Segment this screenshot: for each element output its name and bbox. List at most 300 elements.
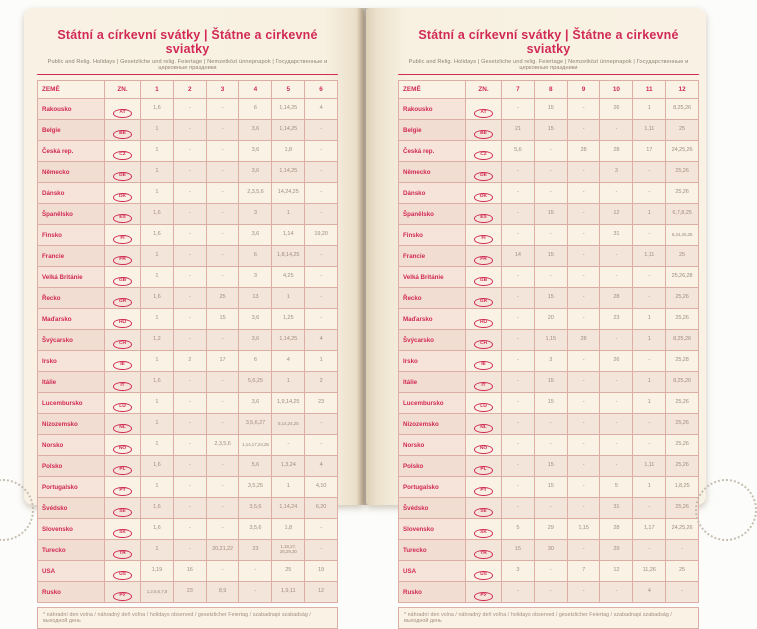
country-name: Francie <box>38 246 105 267</box>
country-code-badge: NL <box>474 424 493 434</box>
holiday-days-cell: 1 <box>141 309 174 330</box>
holiday-days-cell: - <box>567 267 600 288</box>
column-header: 10 <box>600 81 633 99</box>
holiday-days-cell: - <box>567 162 600 183</box>
country-code-badge: CH <box>113 340 132 350</box>
country-name: Francie <box>399 246 466 267</box>
table-row <box>38 309 338 330</box>
column-header: 7 <box>502 81 535 99</box>
holiday-days-cell: 3,6 <box>239 120 272 141</box>
country-code-cell <box>466 351 502 372</box>
holiday-days-cell: - <box>206 141 239 162</box>
holiday-days-cell: 1 <box>141 435 174 456</box>
table-row <box>38 225 338 246</box>
holiday-days-cell: 3 <box>239 267 272 288</box>
country-code-cell <box>466 582 502 603</box>
holiday-days-cell: - <box>502 372 535 393</box>
holiday-days-cell: 1,8,25 <box>666 477 699 498</box>
table-row <box>38 204 338 225</box>
holiday-days-cell: - <box>633 351 666 372</box>
holiday-days-cell: - <box>534 414 567 435</box>
holiday-days-cell: 15 <box>534 393 567 414</box>
holiday-days-cell: 1 <box>141 183 174 204</box>
country-name: Norsko <box>399 435 466 456</box>
holiday-days-cell: - <box>567 540 600 561</box>
country-code-cell <box>105 435 141 456</box>
page-title: Státní a církevní svátky | Štátne a cirkevné sviatky <box>57 28 318 56</box>
country-name: Řecko <box>38 288 105 309</box>
holiday-days-cell: 1,6 <box>141 456 174 477</box>
holiday-days-cell: 3,5,25 <box>239 477 272 498</box>
holiday-days-cell: - <box>600 330 633 351</box>
holiday-days-cell: 6,7,8,25 <box>666 204 699 225</box>
country-name: Rusko <box>38 582 105 603</box>
country-code-badge: DK <box>113 193 132 203</box>
table-row <box>38 477 338 498</box>
country-name: Itálie <box>399 372 466 393</box>
country-name: Rusko <box>399 582 466 603</box>
holiday-days-cell: 1,8,14,25 <box>272 246 305 267</box>
country-name: Dánsko <box>399 183 466 204</box>
country-code-cell <box>105 372 141 393</box>
holiday-days-cell: 3,5,6,27 <box>239 414 272 435</box>
holiday-days-cell: 5,6 <box>239 456 272 477</box>
holiday-days-cell: 1 <box>141 540 174 561</box>
table-row <box>38 456 338 477</box>
holiday-days-cell: - <box>633 540 666 561</box>
holiday-days-cell: 3,5,6 <box>239 498 272 519</box>
holiday-days-cell: 28 <box>600 141 633 162</box>
holiday-days-cell: - <box>502 582 535 603</box>
holiday-days-cell: 19 <box>305 561 338 582</box>
holiday-days-cell: 1 <box>633 330 666 351</box>
country-code-cell <box>466 183 502 204</box>
country-code-cell <box>105 351 141 372</box>
holiday-days-cell: 4,25 <box>272 267 305 288</box>
country-code-cell <box>466 120 502 141</box>
holiday-days-cell: 15 <box>534 99 567 120</box>
table-row <box>38 120 338 141</box>
holiday-days-cell: 23 <box>239 540 272 561</box>
holiday-days-cell: 1 <box>141 267 174 288</box>
country-code-badge: GR <box>474 298 493 308</box>
holiday-days-cell: 23 <box>173 582 206 603</box>
table-row <box>38 519 338 540</box>
holiday-days-cell: 1,11 <box>633 120 666 141</box>
country-code-cell <box>466 330 502 351</box>
holiday-days-cell: - <box>206 183 239 204</box>
country-code-badge: FR <box>113 256 132 266</box>
holiday-days-cell: - <box>173 498 206 519</box>
holiday-days-cell: - <box>567 204 600 225</box>
holiday-days-cell: 8,25,26 <box>666 372 699 393</box>
country-code-badge: PT <box>113 487 132 497</box>
country-name: Lucembursko <box>38 393 105 414</box>
table-row <box>38 372 338 393</box>
holiday-days-cell: - <box>173 477 206 498</box>
holiday-days-cell: - <box>633 498 666 519</box>
holiday-days-cell: - <box>534 225 567 246</box>
holiday-days-cell: - <box>173 183 206 204</box>
country-code-cell <box>105 309 141 330</box>
country-code-cell <box>105 456 141 477</box>
holiday-days-cell: - <box>305 267 338 288</box>
country-name: Česká rep. <box>38 141 105 162</box>
holiday-days-cell: - <box>305 414 338 435</box>
holiday-days-cell: 3,6 <box>239 225 272 246</box>
country-code-cell <box>105 246 141 267</box>
country-name: Švýcarsko <box>38 330 105 351</box>
holiday-days-cell: - <box>173 288 206 309</box>
country-name: Portugalsko <box>38 477 105 498</box>
country-code-cell <box>105 225 141 246</box>
country-code-badge: PT <box>474 487 493 497</box>
country-code-badge: BE <box>474 130 493 140</box>
country-code-badge: CZ <box>113 151 132 161</box>
holiday-days-cell: 1 <box>633 309 666 330</box>
holiday-days-cell: 30 <box>534 540 567 561</box>
holiday-days-cell: 3 <box>600 162 633 183</box>
holiday-days-cell: - <box>305 141 338 162</box>
table-row <box>399 99 699 120</box>
holiday-days-cell: - <box>567 477 600 498</box>
country-name: Dánsko <box>38 183 105 204</box>
holiday-days-cell: - <box>534 561 567 582</box>
holiday-days-cell: 25 <box>666 561 699 582</box>
holiday-days-cell: 12 <box>600 204 633 225</box>
holiday-days-cell: 25,26 <box>666 414 699 435</box>
country-name: USA <box>38 561 105 582</box>
right-page <box>366 8 706 625</box>
holiday-days-cell: 13 <box>239 288 272 309</box>
holiday-days-cell: - <box>305 288 338 309</box>
country-code-cell <box>105 204 141 225</box>
holiday-days-cell: - <box>173 372 206 393</box>
holiday-days-cell: 28 <box>600 288 633 309</box>
holiday-days-cell: - <box>173 456 206 477</box>
header-row <box>399 81 699 99</box>
holiday-days-cell: - <box>600 372 633 393</box>
holiday-days-cell: 1 <box>141 141 174 162</box>
country-name: Polsko <box>38 456 105 477</box>
column-header: ZEMĚ <box>399 81 466 99</box>
country-code-badge: SE <box>113 508 132 518</box>
holiday-days-cell: 28 <box>600 519 633 540</box>
holiday-days-cell: - <box>239 561 272 582</box>
column-header: 9 <box>567 81 600 99</box>
holiday-days-cell: - <box>502 288 535 309</box>
holiday-days-cell: - <box>272 435 305 456</box>
holiday-days-cell: 25 <box>666 120 699 141</box>
country-code-badge: DE <box>474 172 493 182</box>
table-row <box>38 351 338 372</box>
country-code-badge: IE <box>474 361 493 371</box>
country-code-cell <box>105 519 141 540</box>
country-code-badge: US <box>474 571 493 581</box>
holiday-days-cell: 1,9,14,25 <box>272 393 305 414</box>
table-row <box>399 183 699 204</box>
table-row <box>399 414 699 435</box>
table-row <box>399 561 699 582</box>
holiday-days-cell: 4,10 <box>305 477 338 498</box>
holiday-days-cell: 1,6 <box>141 288 174 309</box>
country-code-cell <box>105 288 141 309</box>
holiday-days-cell: 1,8 <box>272 141 305 162</box>
holiday-days-cell: - <box>206 456 239 477</box>
holiday-days-cell: - <box>173 435 206 456</box>
holiday-days-cell: 14,24,25 <box>272 183 305 204</box>
holiday-days-cell: 3,5,6 <box>239 519 272 540</box>
holiday-days-cell: 15 <box>534 204 567 225</box>
holiday-days-cell: - <box>173 267 206 288</box>
holiday-days-cell: 4 <box>305 99 338 120</box>
holiday-days-cell: 28 <box>567 141 600 162</box>
holiday-days-cell: - <box>534 435 567 456</box>
holiday-days-cell: 25,26 <box>666 162 699 183</box>
holiday-days-cell: - <box>600 183 633 204</box>
holiday-days-cell: - <box>206 498 239 519</box>
table-row <box>399 330 699 351</box>
holiday-days-cell: 15 <box>534 456 567 477</box>
holiday-days-cell: - <box>567 414 600 435</box>
table-row <box>38 561 338 582</box>
column-header: 3 <box>206 81 239 99</box>
holiday-days-cell: - <box>502 204 535 225</box>
holiday-days-cell: 1,2,5,6,7,8 <box>141 582 174 603</box>
country-code-badge: SK <box>474 529 493 539</box>
holiday-days-cell: - <box>173 99 206 120</box>
holiday-days-cell: 1 <box>633 372 666 393</box>
holiday-days-cell: - <box>600 267 633 288</box>
holiday-days-cell: 1 <box>633 393 666 414</box>
holiday-days-cell: - <box>206 372 239 393</box>
country-name: USA <box>399 561 466 582</box>
holiday-days-cell: - <box>567 183 600 204</box>
country-code-badge: РУ <box>474 592 493 602</box>
country-code-cell <box>105 414 141 435</box>
holiday-days-cell: - <box>173 414 206 435</box>
country-code-badge: AT <box>474 109 493 119</box>
holiday-days-cell: 1,6 <box>141 519 174 540</box>
holiday-days-cell: 17 <box>206 351 239 372</box>
country-name: Velká Británie <box>38 267 105 288</box>
holiday-days-cell: 5,6 <box>502 141 535 162</box>
country-name: Turecko <box>38 540 105 561</box>
holiday-days-cell: 25,26,28 <box>666 267 699 288</box>
holiday-days-cell: - <box>567 393 600 414</box>
holiday-days-cell: 4 <box>305 456 338 477</box>
holiday-days-cell: 31 <box>600 498 633 519</box>
holiday-days-cell: 1 <box>141 120 174 141</box>
title-underline <box>37 74 338 76</box>
holiday-days-cell: - <box>173 120 206 141</box>
holiday-days-cell: - <box>600 456 633 477</box>
holiday-days-cell: - <box>206 162 239 183</box>
holiday-days-cell: 15 <box>534 246 567 267</box>
table-row <box>399 540 699 561</box>
country-code-cell <box>466 288 502 309</box>
holiday-days-cell: 12 <box>600 561 633 582</box>
country-code-cell <box>105 582 141 603</box>
holiday-days-cell: - <box>534 141 567 162</box>
footnote: * náhradní den volna / náhradný deň voľna / holidays observed / gesetzlicher Feiertag / szabadnapi szabadság / выходной день <box>398 607 699 629</box>
holiday-days-cell: 4 <box>633 582 666 603</box>
holiday-days-cell: 26 <box>600 351 633 372</box>
holiday-days-cell: - <box>633 414 666 435</box>
holiday-days-cell: 1 <box>141 393 174 414</box>
holiday-table-jul-dec <box>398 80 699 603</box>
holiday-days-cell: - <box>502 393 535 414</box>
country-code-badge: РУ <box>113 592 132 602</box>
table-row <box>38 246 338 267</box>
holiday-days-cell: 1,19 <box>141 561 174 582</box>
country-code-cell <box>466 372 502 393</box>
country-name: Turecko <box>399 540 466 561</box>
holiday-days-cell: 1,25 <box>272 309 305 330</box>
country-name: Švédsko <box>38 498 105 519</box>
country-name: Rakousko <box>399 99 466 120</box>
holiday-days-cell: - <box>567 498 600 519</box>
holiday-days-cell: 1 <box>305 351 338 372</box>
country-code-cell <box>466 141 502 162</box>
table-row <box>399 288 699 309</box>
holiday-days-cell: 1,14,25 <box>272 120 305 141</box>
holiday-days-cell: - <box>173 162 206 183</box>
country-name: Finsko <box>38 225 105 246</box>
holiday-days-cell: - <box>239 582 272 603</box>
holiday-days-cell: - <box>206 414 239 435</box>
country-name: Norsko <box>38 435 105 456</box>
country-code-badge: NL <box>113 424 132 434</box>
holiday-days-cell: - <box>206 99 239 120</box>
holiday-days-cell: 31 <box>600 225 633 246</box>
holiday-days-cell: - <box>173 519 206 540</box>
holiday-days-cell: 25,26 <box>666 456 699 477</box>
holiday-days-cell: 14 <box>502 246 535 267</box>
holiday-days-cell: 1,3,24 <box>272 456 305 477</box>
holiday-days-cell: 2 <box>173 351 206 372</box>
country-code-badge: LU <box>474 403 493 413</box>
country-name: Finsko <box>399 225 466 246</box>
holiday-days-cell: - <box>173 540 206 561</box>
holiday-days-cell: - <box>206 225 239 246</box>
country-code-badge: TR <box>113 550 132 560</box>
table-row <box>38 288 338 309</box>
holiday-days-cell: - <box>305 435 338 456</box>
table-row <box>399 246 699 267</box>
column-header: 2 <box>173 81 206 99</box>
country-name: Slovensko <box>399 519 466 540</box>
holiday-days-cell: 1,15 <box>534 330 567 351</box>
country-code-cell <box>105 162 141 183</box>
holiday-days-cell: - <box>666 582 699 603</box>
country-name: Belgie <box>399 120 466 141</box>
country-code-badge: GB <box>113 277 132 287</box>
country-code-cell <box>466 498 502 519</box>
country-name: Irsko <box>38 351 105 372</box>
country-code-badge: BE <box>113 130 132 140</box>
holiday-days-cell: - <box>206 519 239 540</box>
holiday-days-cell: 12 <box>305 582 338 603</box>
holiday-days-cell: 1 <box>633 477 666 498</box>
holiday-days-cell: 8,25,26 <box>666 99 699 120</box>
table-row <box>399 456 699 477</box>
holiday-days-cell: - <box>173 330 206 351</box>
country-code-badge: ES <box>474 214 493 224</box>
holiday-days-cell: - <box>206 204 239 225</box>
table-row <box>399 477 699 498</box>
country-code-badge: CZ <box>474 151 493 161</box>
country-name: Belgie <box>38 120 105 141</box>
column-header: ZN. <box>105 81 141 99</box>
column-header: ZEMĚ <box>38 81 105 99</box>
table-row <box>399 372 699 393</box>
country-name: Maďarsko <box>399 309 466 330</box>
holiday-days-cell: 25,26 <box>666 393 699 414</box>
table-row <box>399 267 699 288</box>
holiday-days-cell: 6,20 <box>305 498 338 519</box>
holiday-days-cell: - <box>600 393 633 414</box>
holiday-days-cell: 25,26 <box>666 183 699 204</box>
country-code-cell <box>466 477 502 498</box>
column-header: 8 <box>534 81 567 99</box>
holiday-days-cell: - <box>206 330 239 351</box>
holiday-days-cell: 4 <box>305 330 338 351</box>
holiday-days-cell: - <box>666 540 699 561</box>
column-header: 6 <box>305 81 338 99</box>
country-name: Česká rep. <box>399 141 466 162</box>
holiday-days-cell: 1,6 <box>141 372 174 393</box>
country-code-cell <box>466 246 502 267</box>
holiday-days-cell: 1,17 <box>633 519 666 540</box>
country-code-badge: FI <box>113 235 132 245</box>
holiday-days-cell: 25 <box>272 561 305 582</box>
holiday-days-cell: - <box>600 120 633 141</box>
holiday-days-cell: - <box>502 267 535 288</box>
holiday-days-cell: - <box>305 162 338 183</box>
country-code-cell <box>105 498 141 519</box>
country-code-cell <box>466 393 502 414</box>
holiday-days-cell: 1 <box>633 204 666 225</box>
country-code-cell <box>466 519 502 540</box>
holiday-days-cell: 1,19,27, 28,29,30 <box>272 540 305 561</box>
holiday-days-cell: 15 <box>534 372 567 393</box>
country-code-badge: FI <box>474 235 493 245</box>
holiday-days-cell: 3 <box>239 204 272 225</box>
country-code-cell <box>105 330 141 351</box>
holiday-days-cell: 11,26 <box>633 561 666 582</box>
table-row <box>38 141 338 162</box>
country-code-badge: IT <box>474 382 493 392</box>
holiday-days-cell: - <box>206 120 239 141</box>
country-name: Velká Británie <box>399 267 466 288</box>
table-row <box>399 141 699 162</box>
country-code-cell <box>105 393 141 414</box>
holiday-days-cell: - <box>534 582 567 603</box>
holiday-days-cell: 25 <box>206 288 239 309</box>
holiday-days-cell: - <box>502 162 535 183</box>
country-name: Řecko <box>399 288 466 309</box>
holiday-days-cell: 29 <box>600 540 633 561</box>
holiday-days-cell: 15 <box>534 288 567 309</box>
holiday-days-cell: 4 <box>272 351 305 372</box>
holiday-days-cell: - <box>534 162 567 183</box>
country-code-badge: TR <box>474 550 493 560</box>
holiday-days-cell: - <box>502 414 535 435</box>
table-row <box>399 519 699 540</box>
holiday-days-cell: - <box>206 477 239 498</box>
holiday-days-cell: 1 <box>272 288 305 309</box>
